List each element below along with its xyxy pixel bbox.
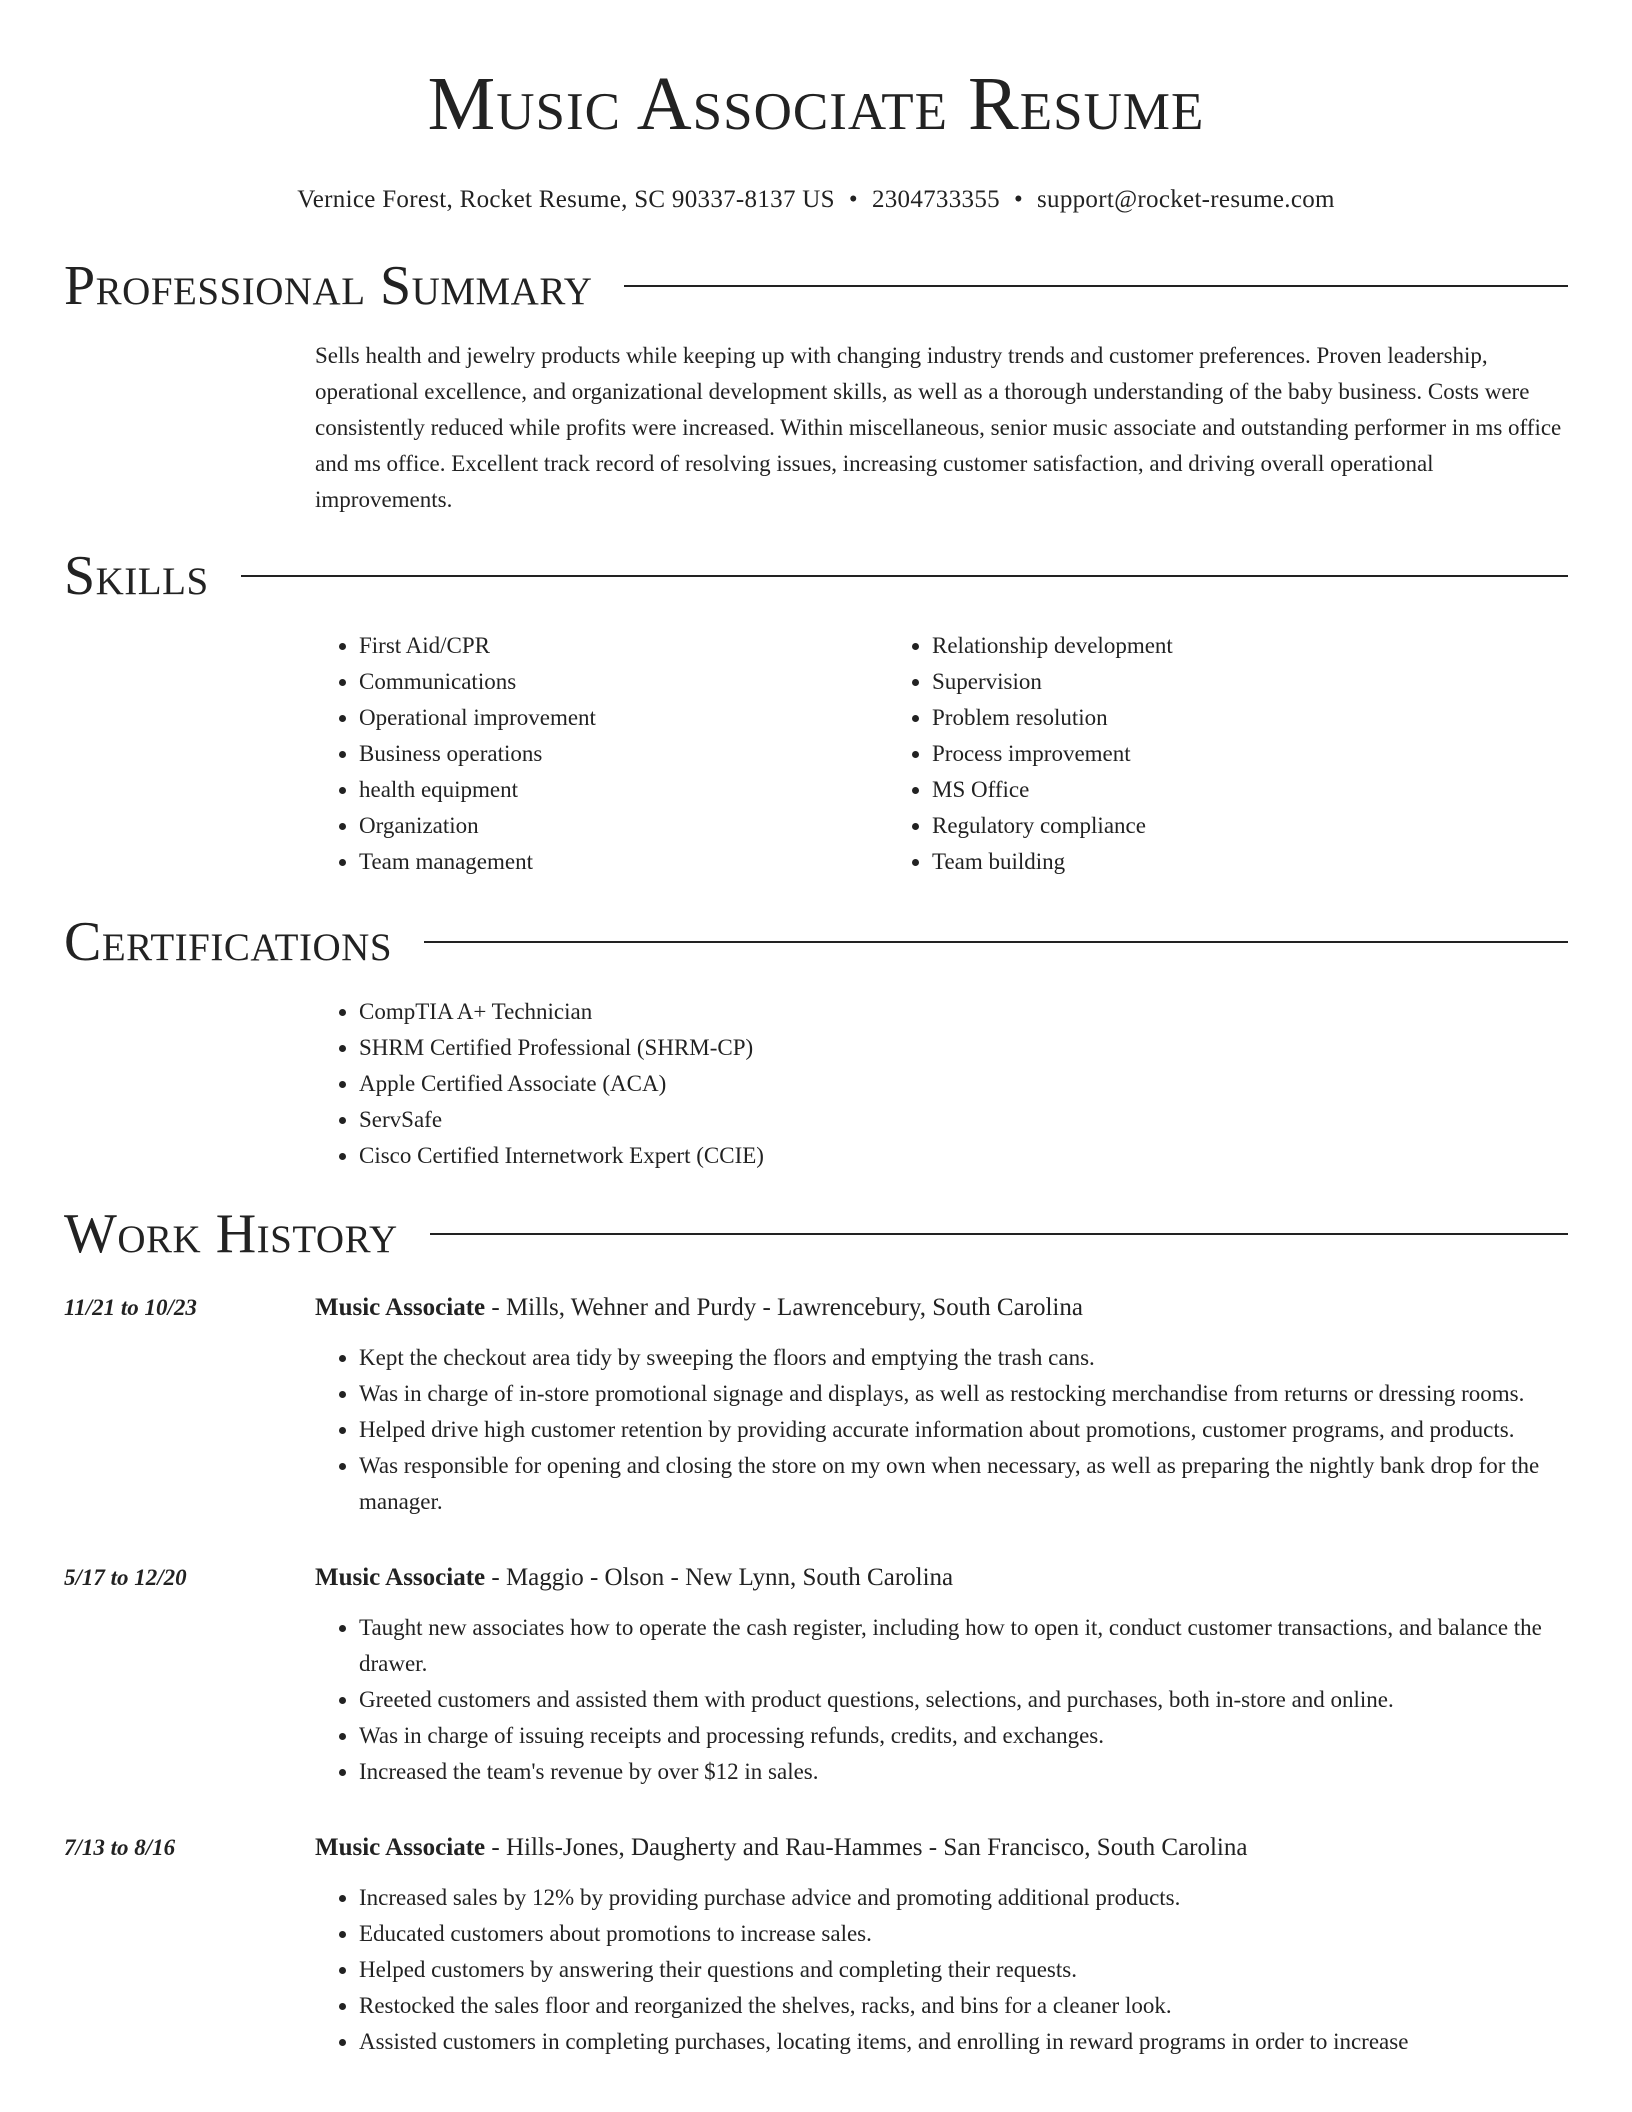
job-company: - Mills, Wehner and Purdy - Lawrencebury, South Carolina	[485, 1294, 1083, 1321]
job-bullets	[315, 1340, 1568, 1520]
job-title-line	[315, 1292, 1568, 1324]
skill-item: • Team management	[359, 844, 888, 880]
section-divider	[624, 285, 1568, 287]
job-bullet: • Was in charge of issuing receipts and processing refunds, credits, and exchanges.	[359, 1718, 1568, 1754]
job-bullet: • Assisted customers in completing purchases, locating items, and enrolling in reward programs in order to increase	[359, 2024, 1568, 2060]
skills-list-left	[315, 628, 888, 880]
job-entry	[64, 1832, 1568, 2060]
skills-body	[315, 628, 1568, 880]
job-bullet: • Restocked the sales floor and reorganized the shelves, racks, and bins for a cleaner look.	[359, 1988, 1568, 2024]
skill-item: • Problem resolution	[932, 700, 1461, 736]
resume-title: Music Associate Resume	[427, 62, 1205, 146]
work-heading: Work History	[64, 1203, 398, 1265]
job-bullet: • Educated customers about promotions to increase sales.	[359, 1916, 1568, 1952]
certification-item: • Apple Certified Associate (ACA)	[359, 1066, 1568, 1102]
certification-item: • ServSafe	[359, 1102, 1568, 1138]
job-bullet: • Taught new associates how to operate the cash register, including how to open it, conduct customer transactions, and balance the drawer.	[359, 1610, 1568, 1682]
contact-line	[64, 184, 1568, 216]
job-title: Music Associate	[315, 1294, 486, 1321]
skill-item: • Communications	[359, 664, 888, 700]
job-title: Music Associate	[315, 1834, 486, 1861]
job-dates: 11/21 to 10/23	[64, 1295, 197, 1320]
job-entry	[64, 1292, 1568, 1520]
skill-item: • Supervision	[932, 664, 1461, 700]
skill-item: • Regulatory compliance	[932, 808, 1461, 844]
certification-item: • CompTIA A+ Technician	[359, 994, 1568, 1030]
skill-item: • Operational improvement	[359, 700, 888, 736]
skill-item: • Organization	[359, 808, 888, 844]
work-section-header	[64, 1202, 1568, 1266]
job-title-line	[315, 1562, 1568, 1594]
job-bullet: • Greeted customers and assisted them with product questions, selections, and purchases, both in-store and online.	[359, 1682, 1568, 1718]
job-company: - Maggio - Olson - New Lynn, South Carolina	[485, 1564, 954, 1591]
contact-separator: •	[848, 186, 858, 213]
skill-item: • MS Office	[932, 772, 1461, 808]
skill-item: • Business operations	[359, 736, 888, 772]
certification-item: • SHRM Certified Professional (SHRM-CP)	[359, 1030, 1568, 1066]
job-details	[315, 1832, 1568, 2060]
skill-item: • Relationship development	[932, 628, 1461, 664]
summary-text: Sells health and jewelry products while keeping up with changing industry trends and customer preferences. Proven leadership, operational excellence, and organizational development skills, as well as a thorough understanding of the baby business. Costs were consistently reduced while profits were increased. Within miscellaneous, senior music associate and outstanding performer in ms office and ms office. Excellent track record of resolving issues, increasing customer satisfaction, and driving overall operational improvements.	[315, 343, 1562, 512]
skills-list-right	[888, 628, 1461, 880]
certifications-section-header	[64, 910, 1568, 974]
certifications-heading: Certifications	[64, 911, 393, 973]
certification-item: • Cisco Certified Internetwork Expert (CCIE)	[359, 1138, 1568, 1174]
certifications-list	[315, 994, 1568, 1174]
job-bullet: • Increased sales by 12% by providing purchase advice and promoting additional products.	[359, 1880, 1568, 1916]
job-company: - Hills-Jones, Daugherty and Rau-Hammes - San Francisco, South Carolina	[485, 1834, 1248, 1861]
section-divider	[424, 941, 1568, 943]
skills-section-header	[64, 544, 1568, 608]
contact-phone: 2304733355	[871, 186, 1000, 213]
job-details	[315, 1562, 1568, 1790]
summary-section-header	[64, 254, 1568, 318]
job-dates: 5/17 to 12/20	[64, 1565, 187, 1590]
job-bullet: • Was in charge of in-store promotional signage and displays, as well as restocking merchandise from returns or dressing rooms.	[359, 1376, 1568, 1412]
job-dates: 7/13 to 8/16	[64, 1835, 176, 1860]
job-title: Music Associate	[315, 1564, 486, 1591]
section-divider	[241, 575, 1568, 577]
job-entry	[64, 1562, 1568, 1790]
contact-address: Vernice Forest, Rocket Resume, SC 90337-8137 US	[297, 186, 835, 213]
job-details	[315, 1292, 1568, 1520]
resume-page	[64, 0, 1568, 2060]
job-title-line	[315, 1832, 1568, 1864]
job-bullets	[315, 1880, 1568, 2060]
summary-heading: Professional Summary	[64, 255, 593, 317]
skill-item: • Process improvement	[932, 736, 1461, 772]
job-bullet: • Was responsible for opening and closing the store on my own when necessary, as well as preparing the nightly bank drop for the manager.	[359, 1448, 1568, 1520]
section-divider	[430, 1233, 1568, 1235]
job-bullets	[315, 1610, 1568, 1790]
contact-separator: •	[1013, 186, 1023, 213]
skill-item: • health equipment	[359, 772, 888, 808]
job-bullet: • Kept the checkout area tidy by sweeping the floors and emptying the trash cans.	[359, 1340, 1568, 1376]
job-bullet: • Helped drive high customer retention by providing accurate information about promotions, customer programs, and products.	[359, 1412, 1568, 1448]
job-bullet: • Increased the team's revenue by over $12 in sales.	[359, 1754, 1568, 1790]
skill-item: • First Aid/CPR	[359, 628, 888, 664]
contact-email: support@rocket-resume.com	[1037, 186, 1335, 213]
skill-item: • Team building	[932, 844, 1461, 880]
certifications-body	[315, 994, 1568, 1174]
skills-grid	[315, 628, 1568, 880]
summary-body	[315, 338, 1568, 518]
job-bullet: • Helped customers by answering their questions and completing their requests.	[359, 1952, 1568, 1988]
skills-heading: Skills	[64, 545, 209, 607]
